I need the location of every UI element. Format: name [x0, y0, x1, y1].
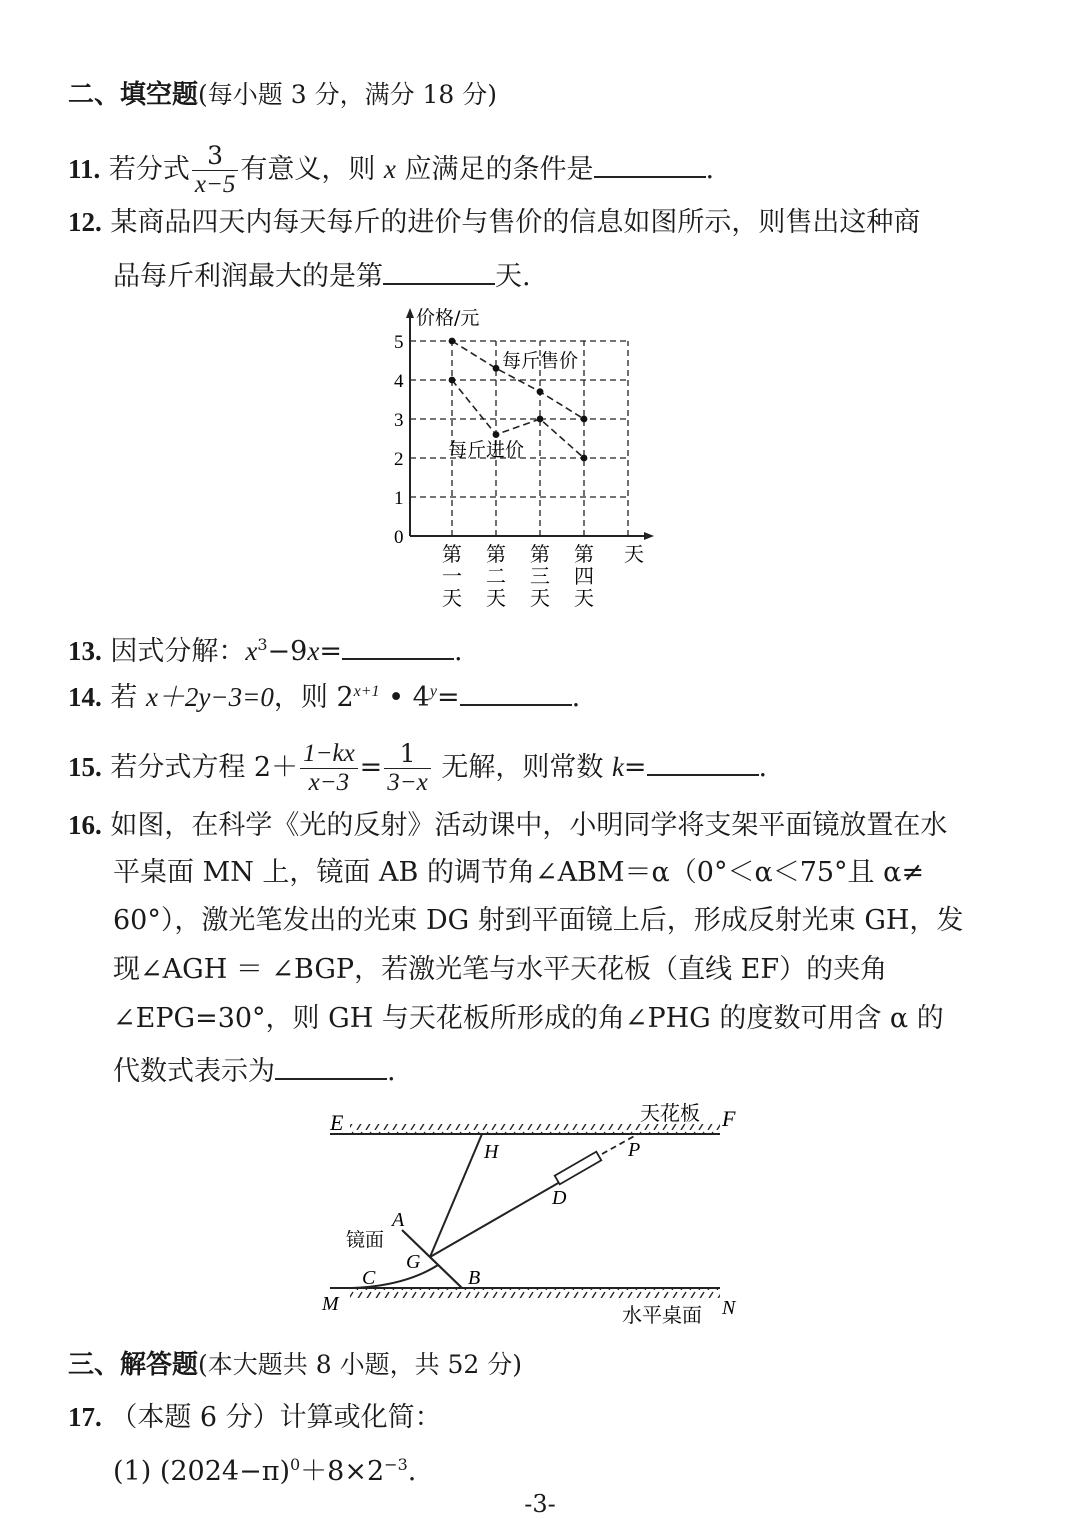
q17-sub1-pre: (1) (2024−π) — [113, 1456, 290, 1487]
q12-line2-pre: 品每斤利润最大的是第 — [113, 261, 383, 292]
q16-number: 16. — [68, 810, 102, 840]
x-tick-label: 天 — [530, 586, 550, 610]
q13-end: . — [453, 636, 463, 667]
q15-f2-num: 1 — [384, 740, 430, 769]
laser-pen — [555, 1152, 602, 1185]
q13-expr-c: x — [307, 636, 320, 666]
q14-number: 14. — [68, 682, 102, 712]
q11-frac-num: 3 — [192, 142, 238, 171]
q14-cond: x＋2y−3=0 — [145, 682, 274, 712]
series-label-cost: 每斤进价 — [448, 439, 525, 461]
q14-exp1: x+1 — [353, 683, 380, 700]
q13-number: 13. — [68, 636, 102, 666]
x-tick-label: 第 — [442, 542, 462, 566]
q14-base1: 2 — [336, 682, 354, 713]
x-tick-label: 一 — [442, 564, 462, 588]
q12-line1: 某商品四天内每天每斤的进价与售价的信息如图所示，则售出这种商 — [110, 207, 921, 238]
q16-line-1: 如图，在科学《光的反射》活动课中，小明同学将支架平面镜放置在水 — [110, 810, 948, 841]
section2-note: (每小题 3 分，满分 18 分) — [198, 80, 498, 109]
question-17 — [68, 1400, 442, 1435]
q14-dot: • — [379, 682, 413, 713]
x-tick-label: 四 — [574, 564, 594, 588]
page-number: -3- — [524, 1490, 556, 1518]
mirror-figure — [310, 1090, 770, 1330]
section2-title: 二、填空题 — [68, 80, 199, 110]
q16-last-pre: 代数式表示为 — [113, 1056, 275, 1087]
label-A: A — [392, 1209, 405, 1231]
x-tick-label: 天 — [574, 586, 594, 610]
q16-answer-blank[interactable] — [275, 1052, 387, 1080]
q11-answer-blank[interactable] — [594, 150, 706, 178]
q13-pre: 因式分解： — [110, 636, 246, 667]
series-2-point-4 — [581, 455, 588, 462]
q15-f1-num: 1−kx — [300, 740, 358, 769]
q13-answer-blank[interactable] — [342, 632, 454, 660]
q16-end: . — [387, 1056, 396, 1087]
q17-sub1-end: . — [407, 1456, 417, 1487]
section3-title: 三、解答题 — [68, 1350, 199, 1380]
q17-sub1-mid: ＋8×2 — [300, 1456, 385, 1487]
q13-expr-b: −9 — [267, 636, 308, 667]
q15-number: 15. — [68, 752, 102, 782]
series-1-point-1 — [449, 338, 456, 345]
x-tick-label: 天 — [486, 586, 506, 610]
ray-GD — [430, 1182, 560, 1257]
label-mirror: 镜面 — [346, 1229, 385, 1251]
label-H: H — [484, 1141, 499, 1163]
q12-answer-blank[interactable] — [383, 257, 495, 285]
q15-eq2: = — [623, 752, 647, 783]
q11-var: x — [383, 154, 396, 184]
q11-fraction — [192, 142, 238, 199]
q11-frac-den: x−5 — [194, 171, 236, 198]
q17-text: （本题 6 分）计算或化简： — [110, 1402, 442, 1433]
label-N: N — [722, 1297, 736, 1319]
label-G: G — [406, 1251, 421, 1273]
series-label-sale: 每斤售价 — [502, 350, 579, 372]
q11-number: 11. — [68, 154, 101, 184]
x-tick-label: 天 — [442, 586, 462, 610]
q15-pre: 若分式方程 2＋ — [110, 752, 299, 783]
ray-GH — [430, 1134, 482, 1257]
q14-pre: 若 — [110, 682, 138, 713]
q13-expr-a: x — [245, 636, 258, 666]
label-B: B — [468, 1267, 481, 1289]
question-13 — [68, 628, 463, 669]
table-hatch — [350, 1288, 720, 1298]
y-tick-label: 2 — [394, 449, 404, 470]
label-E: E — [330, 1110, 344, 1135]
y-axis-arrow — [406, 308, 414, 318]
section2-heading — [68, 78, 497, 112]
ceiling-hatch — [350, 1124, 720, 1134]
q14-exp2: y — [429, 683, 437, 700]
x-axis-arrow — [644, 532, 654, 540]
q15-var: k — [611, 752, 624, 782]
q16-line-2: 平桌面 MN 上，镜面 AB 的调节角∠ABM＝α（0°＜α＜75°且 α≠ — [113, 857, 924, 888]
q12-number: 12. — [68, 207, 102, 237]
label-F: F — [722, 1106, 736, 1131]
label-D: D — [552, 1187, 567, 1209]
label-ceiling: 天花板 — [640, 1101, 700, 1125]
y-tick-label: 4 — [394, 371, 404, 392]
section3-note: (本大题共 8 小题，共 52 分) — [198, 1350, 523, 1379]
y-axis-label: 价格/元 — [416, 307, 480, 329]
y-tick-label: 0 — [394, 527, 404, 548]
q13-expr-sup: 3 — [257, 635, 268, 654]
q17-sub1-exp0: 0 — [289, 1455, 301, 1474]
y-tick-label: 1 — [394, 488, 404, 509]
question-14 — [68, 675, 580, 715]
q16-line-5: ∠EPG=30°，则 GH 与天花板所形成的角∠PHG 的度数可用含 α 的 — [113, 1003, 944, 1034]
q13-expr-d: = — [319, 636, 342, 667]
q16-line-4: 现∠AGH ＝ ∠BGP，若激光笔与水平天花板（直线 EF）的夹角 — [113, 954, 888, 985]
q15-post: 无解，则常数 — [432, 752, 612, 783]
y-tick-label: 5 — [394, 332, 404, 353]
x-tick-label: 第 — [574, 542, 594, 566]
question-12-line2 — [113, 257, 531, 294]
price-chart — [370, 300, 690, 620]
series-2-point-1 — [449, 377, 456, 384]
question-12-line1 — [68, 205, 920, 240]
series-1-point-2 — [493, 365, 500, 372]
question-16-line1 — [68, 808, 947, 843]
q15-f1-den: x−3 — [308, 769, 350, 796]
q15-f2-den: 3−x — [387, 769, 428, 796]
q17-sub1 — [113, 1448, 416, 1489]
x-tick-label: 三 — [530, 564, 550, 588]
x-tick-label: 二 — [486, 564, 506, 588]
q15-end: . — [758, 752, 768, 783]
x-axis-label: 天 — [624, 542, 644, 566]
series-2-point-3 — [537, 416, 544, 423]
q14-eq: = — [436, 682, 460, 713]
q11-pre: 若分式 — [108, 154, 190, 185]
q15-fraction-2 — [384, 740, 430, 797]
series-1-point-3 — [537, 388, 544, 395]
q15-fraction-1 — [300, 740, 358, 797]
y-tick-label: 3 — [394, 410, 404, 431]
label-C: C — [362, 1267, 376, 1289]
q14-base2: 4 — [412, 682, 430, 713]
q11-end: . — [705, 154, 715, 185]
series-2-point-2 — [493, 431, 500, 438]
label-M: M — [322, 1293, 339, 1315]
q15-answer-blank[interactable] — [647, 748, 759, 776]
series-1-point-4 — [581, 416, 588, 423]
label-table: 水平桌面 — [622, 1303, 702, 1327]
q17-number: 17. — [68, 1402, 102, 1432]
q16-line-6 — [113, 1052, 396, 1089]
label-P: P — [628, 1139, 641, 1161]
q15-eq: = — [359, 752, 383, 783]
q14-mid: ，则 — [273, 682, 337, 713]
q12-line2-post: 天. — [495, 261, 531, 292]
q14-end: . — [571, 682, 581, 713]
q16-line-3: 60°），激光笔发出的光束 DG 射到平面镜上后，形成反射光束 GH，发 — [113, 905, 964, 936]
question-15 — [68, 740, 767, 797]
q17-sub1-exp: −3 — [384, 1455, 408, 1474]
q14-answer-blank[interactable] — [460, 678, 572, 706]
x-tick-label: 第 — [486, 542, 506, 566]
section3-heading — [68, 1348, 522, 1382]
x-tick-label: 第 — [530, 542, 550, 566]
q11-mid: 有意义，则 — [240, 154, 376, 185]
q11-post: 应满足的条件是 — [404, 154, 594, 185]
question-11 — [68, 142, 714, 199]
